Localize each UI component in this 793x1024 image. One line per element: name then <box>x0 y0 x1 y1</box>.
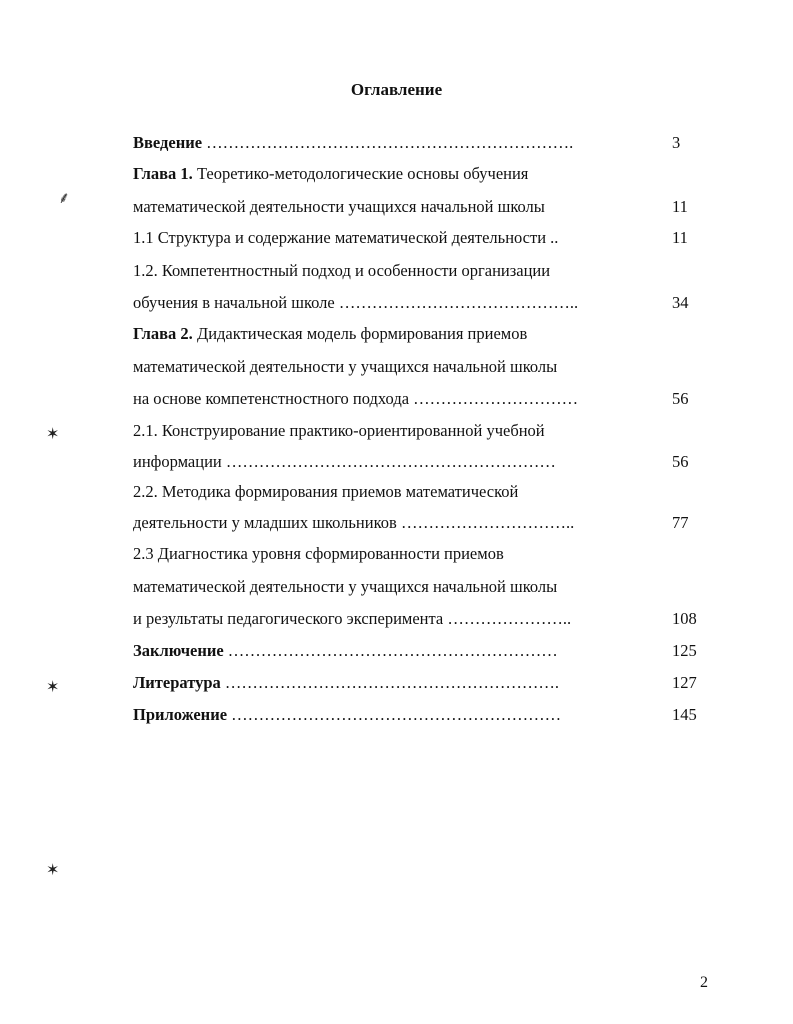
toc-line <box>133 451 693 473</box>
toc-line-conclusion <box>133 640 693 662</box>
toc-line <box>133 292 693 314</box>
toc-line <box>133 576 693 598</box>
toc-page-number: 125 <box>672 641 697 660</box>
toc-page-number: 108 <box>672 609 697 628</box>
toc-line-text: и результаты педагогического эксперимента ………………….. <box>133 609 572 628</box>
toc-line-text: 2.1. Конструирование практико-ориентированной учебной <box>133 421 545 440</box>
toc-line <box>133 196 693 218</box>
toc-line-text: математической деятельности у учащихся начальной школы <box>133 357 558 376</box>
toc-line-bold: Литература <box>133 673 221 692</box>
toc-line-appendix <box>133 704 693 726</box>
toc-line-section-2-3 <box>133 543 693 565</box>
toc-line <box>133 388 693 410</box>
toc-line-bold: Введение <box>133 133 203 152</box>
toc-line-text: …………………………………………………………. <box>202 133 574 152</box>
toc-line-section-1-1 <box>133 227 693 249</box>
toc-line-chapter-1 <box>133 163 693 185</box>
toc-page-number: 127 <box>672 673 697 692</box>
toc-page-number: 3 <box>672 133 681 152</box>
toc-line-text: Дидактическая модель формирования приемов <box>192 324 528 343</box>
toc-line-bold: Глава 2. <box>133 324 193 343</box>
toc-line-text: 2.3 Диагностика уровня сформированности приемов <box>133 544 504 563</box>
toc-line-bold: Заключение <box>133 641 224 660</box>
toc-page-number: 56 <box>672 452 689 471</box>
toc-line-text: деятельности у младших школьников ………………………….. <box>133 513 575 532</box>
toc-line-intro <box>133 132 693 154</box>
toc-line-section-1-2 <box>133 260 693 282</box>
toc-line-text: обучения в начальной школе …………………………………….. <box>133 293 579 312</box>
toc-line-text: Теоретико-методологические основы обучения <box>192 164 529 183</box>
toc-page-number: 34 <box>672 293 689 312</box>
scan-speck-icon: ⸙ <box>58 188 71 207</box>
toc-line-text: 1.1 Структура и содержание математической деятельности .. <box>133 228 559 247</box>
scan-speck-icon: ✶ <box>46 424 60 443</box>
page-number: 2 <box>700 974 708 991</box>
scan-speck-icon: ✶ <box>46 677 60 696</box>
toc-line-text: информации …………………………………………………… <box>133 452 556 471</box>
toc-line-text: 2.2. Методика формирования приемов математической <box>133 482 519 501</box>
toc-page-number: 11 <box>672 197 688 216</box>
toc-line-text: 1.2. Компетентностный подход и особенности организации <box>133 261 551 280</box>
toc-line <box>133 512 693 534</box>
toc-page-number: 77 <box>672 513 689 532</box>
toc-line-bold: Приложение <box>133 705 228 724</box>
toc-page-number: 11 <box>672 228 688 247</box>
toc-line <box>133 356 693 378</box>
toc-line-text: на основе компетенстностного подхода ………………………… <box>133 389 579 408</box>
toc-line <box>133 608 693 630</box>
toc-line-literature <box>133 672 693 694</box>
toc-line-bold: Глава 1. <box>133 164 193 183</box>
toc-line-section-2-2 <box>133 481 693 503</box>
toc-line-text: …………………………………………………… <box>223 641 558 660</box>
toc-line-text: ……………………………………………………. <box>220 673 560 692</box>
page-title: Оглавление <box>350 80 443 99</box>
scan-speck-icon: ✶ <box>46 860 60 879</box>
toc-line-chapter-2 <box>133 323 693 345</box>
toc-line-text: математической деятельности учащихся начальной школы <box>133 197 545 216</box>
toc-line-text: …………………………………………………… <box>227 705 562 724</box>
toc-line-section-2-1 <box>133 420 693 442</box>
toc-line-text: математической деятельности у учащихся начальной школы <box>133 577 558 596</box>
toc-page-number: 145 <box>672 705 697 724</box>
toc-page-number: 56 <box>672 389 689 408</box>
